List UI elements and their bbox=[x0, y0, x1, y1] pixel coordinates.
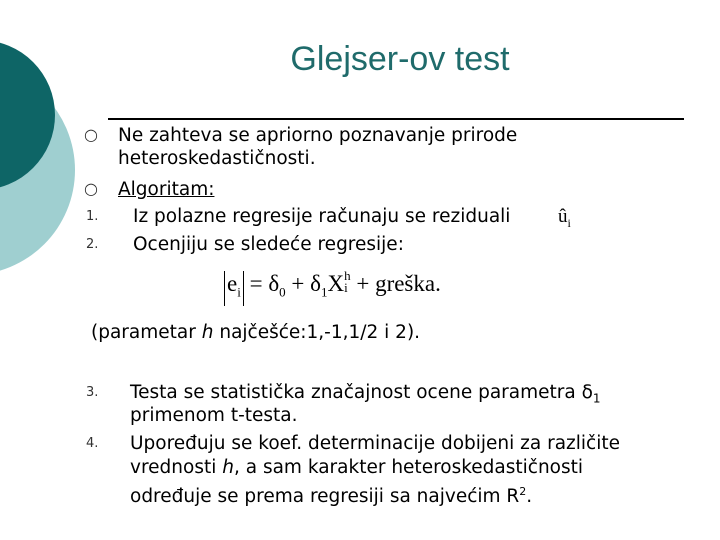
bullet-text: Algoritam: bbox=[118, 179, 215, 200]
title-rule bbox=[108, 118, 684, 120]
decorative-circles bbox=[0, 0, 80, 300]
residual-symbol: $û_i$ bbox=[558, 206, 571, 230]
slide-title: Glejser-ov test bbox=[290, 40, 510, 78]
item-number: 1. bbox=[86, 209, 99, 224]
item-text-line3: određuje se prema regresiji sa najvećim $R^2$. bbox=[130, 485, 533, 508]
formula-abs-residual: $e_i$ bbox=[224, 271, 244, 306]
bullet-circle-icon: ○ bbox=[84, 125, 98, 144]
item-text-line1: Testa se statistička značajnost ocene parametra $\delta_1$ bbox=[130, 382, 601, 406]
item-number: 3. bbox=[86, 385, 99, 400]
item-text: Ocenjiju se sledeće regresije: bbox=[133, 234, 404, 255]
item-text-line1: Upoređuju se koef. determinacije dobijeni za različite bbox=[130, 433, 620, 454]
glejser-formula: $e_i = \delta_0 + \delta_1X$ h i + greška. bbox=[224, 271, 441, 306]
item-number: 4. bbox=[86, 436, 99, 451]
parameter-note: (parametar h najčešće:1,-1,1/2 i 2). bbox=[91, 322, 421, 343]
bullet-text-line1: Ne zahteva se apriorno poznavanje prirode bbox=[118, 125, 518, 146]
item-text-line2: primenom t-testa. bbox=[130, 405, 298, 426]
item-text-line2: vrednosti h, a sam karakter heteroskedastičnosti bbox=[130, 457, 584, 478]
bullet-circle-icon: ○ bbox=[84, 179, 98, 198]
bullet-text-line2: heteroskedastičnosti. bbox=[118, 148, 316, 169]
item-number: 2. bbox=[86, 237, 99, 252]
item-text: Iz polazne regresije računaju se reziduali bbox=[133, 206, 511, 227]
